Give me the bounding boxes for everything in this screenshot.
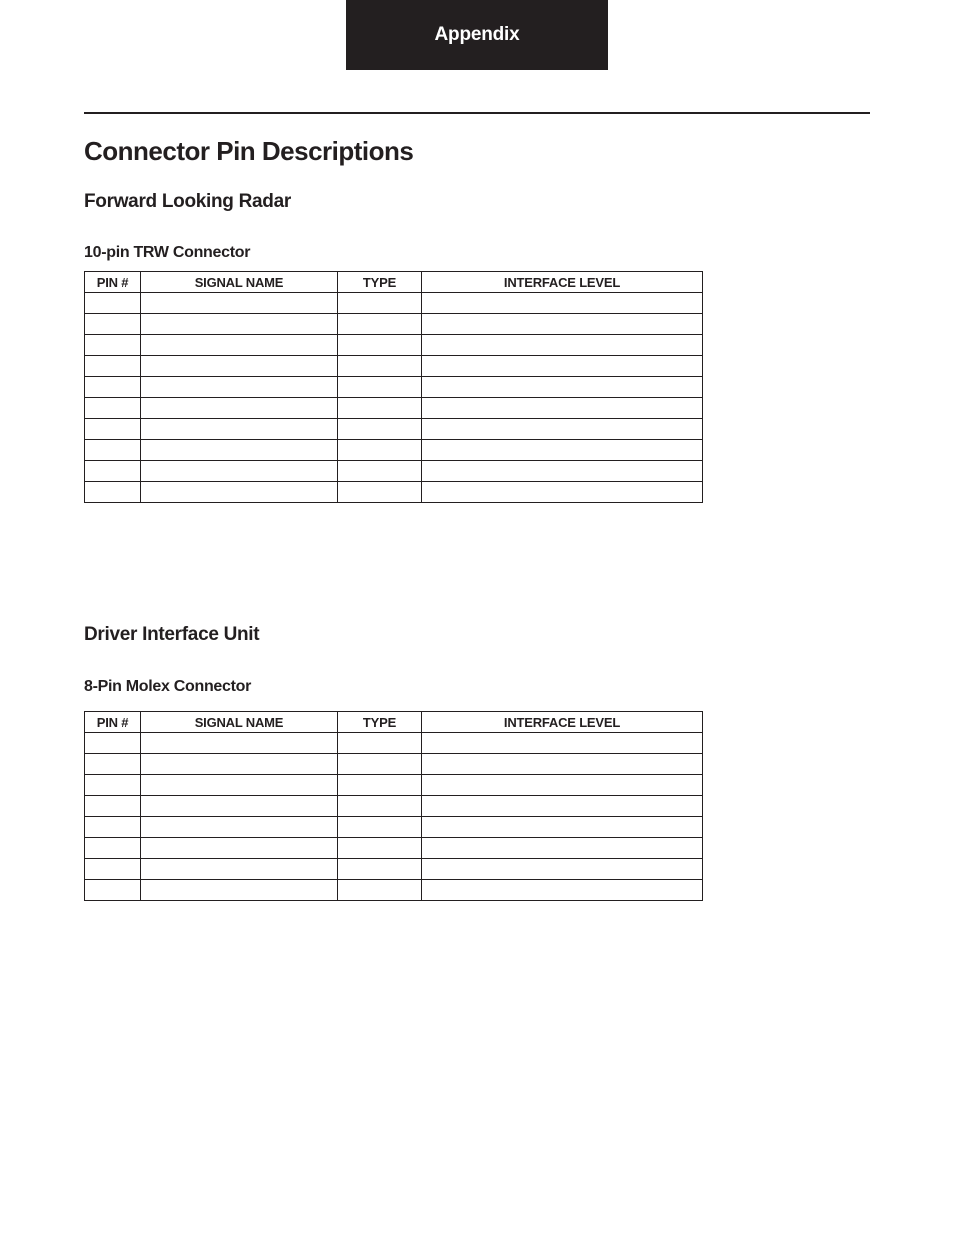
cell-pin — [85, 314, 141, 335]
cell-interface-level — [422, 775, 703, 796]
table-row — [85, 775, 703, 796]
table-row — [85, 733, 703, 754]
cell-pin — [85, 461, 141, 482]
cell-interface-level — [422, 461, 703, 482]
cell-signal-name — [141, 440, 338, 461]
cell-interface-level — [422, 419, 703, 440]
cell-pin — [85, 356, 141, 377]
cell-pin — [85, 754, 141, 775]
cell-pin — [85, 796, 141, 817]
table-row — [85, 356, 703, 377]
cell-interface-level — [422, 440, 703, 461]
section-title-driver-interface-unit: Driver Interface Unit — [84, 624, 260, 645]
table-row — [85, 838, 703, 859]
table-row — [85, 377, 703, 398]
column-header-interface-level: INTERFACE LEVEL — [422, 272, 703, 293]
column-header-pin: PIN # — [85, 272, 141, 293]
cell-type — [338, 440, 422, 461]
cell-interface-level — [422, 377, 703, 398]
table-row — [85, 817, 703, 838]
cell-type — [338, 733, 422, 754]
cell-type — [338, 817, 422, 838]
table-row — [85, 754, 703, 775]
appendix-tab-label: Appendix — [434, 24, 520, 45]
table-row — [85, 293, 703, 314]
cell-pin — [85, 482, 141, 503]
cell-signal-name — [141, 817, 338, 838]
cell-type — [338, 356, 422, 377]
cell-interface-level — [422, 314, 703, 335]
cell-pin — [85, 775, 141, 796]
table-row — [85, 461, 703, 482]
cell-type — [338, 482, 422, 503]
cell-interface-level — [422, 754, 703, 775]
column-header-type: TYPE — [338, 272, 422, 293]
cell-interface-level — [422, 859, 703, 880]
cell-signal-name — [141, 838, 338, 859]
table-row — [85, 314, 703, 335]
pin-table-molex-body — [85, 733, 703, 901]
cell-pin — [85, 419, 141, 440]
pin-table-molex — [84, 711, 703, 901]
page-title: Connector Pin Descriptions — [84, 136, 414, 166]
cell-signal-name — [141, 356, 338, 377]
cell-signal-name — [141, 775, 338, 796]
cell-pin — [85, 335, 141, 356]
cell-type — [338, 377, 422, 398]
cell-pin — [85, 859, 141, 880]
appendix-tab — [346, 0, 608, 70]
cell-type — [338, 796, 422, 817]
table-header-row — [85, 272, 703, 293]
cell-signal-name — [141, 796, 338, 817]
cell-interface-level — [422, 335, 703, 356]
cell-signal-name — [141, 377, 338, 398]
cell-interface-level — [422, 796, 703, 817]
cell-pin — [85, 817, 141, 838]
cell-signal-name — [141, 859, 338, 880]
cell-type — [338, 335, 422, 356]
cell-signal-name — [141, 754, 338, 775]
cell-type — [338, 461, 422, 482]
header-rule — [84, 112, 870, 114]
column-header-signal-name: SIGNAL NAME — [141, 712, 338, 733]
connector-title-molex: 8-Pin Molex Connector — [84, 678, 252, 695]
cell-pin — [85, 293, 141, 314]
cell-signal-name — [141, 419, 338, 440]
cell-interface-level — [422, 356, 703, 377]
cell-signal-name — [141, 482, 338, 503]
cell-type — [338, 775, 422, 796]
cell-type — [338, 293, 422, 314]
cell-interface-level — [422, 817, 703, 838]
cell-signal-name — [141, 461, 338, 482]
table-row — [85, 796, 703, 817]
cell-pin — [85, 398, 141, 419]
table-row — [85, 419, 703, 440]
column-header-pin: PIN # — [85, 712, 141, 733]
cell-pin — [85, 440, 141, 461]
connector-title-trw: 10-pin TRW Connector — [84, 244, 251, 261]
section-title-forward-looking-radar: Forward Looking Radar — [84, 191, 291, 212]
cell-signal-name — [141, 335, 338, 356]
table-row — [85, 440, 703, 461]
cell-pin — [85, 377, 141, 398]
table-header-row — [85, 712, 703, 733]
cell-type — [338, 859, 422, 880]
cell-signal-name — [141, 733, 338, 754]
cell-signal-name — [141, 314, 338, 335]
cell-type — [338, 419, 422, 440]
cell-interface-level — [422, 880, 703, 901]
cell-interface-level — [422, 838, 703, 859]
table-row — [85, 482, 703, 503]
table-row — [85, 880, 703, 901]
cell-pin — [85, 838, 141, 859]
cell-type — [338, 314, 422, 335]
pin-table-trw-body — [85, 293, 703, 503]
table-row — [85, 859, 703, 880]
cell-type — [338, 880, 422, 901]
cell-signal-name — [141, 398, 338, 419]
cell-signal-name — [141, 293, 338, 314]
cell-pin — [85, 880, 141, 901]
cell-interface-level — [422, 733, 703, 754]
cell-signal-name — [141, 880, 338, 901]
table-row — [85, 398, 703, 419]
pin-table-trw — [84, 271, 703, 503]
cell-interface-level — [422, 398, 703, 419]
cell-interface-level — [422, 482, 703, 503]
cell-interface-level — [422, 293, 703, 314]
cell-type — [338, 838, 422, 859]
cell-type — [338, 398, 422, 419]
cell-type — [338, 754, 422, 775]
column-header-signal-name: SIGNAL NAME — [141, 272, 338, 293]
column-header-interface-level: INTERFACE LEVEL — [422, 712, 703, 733]
column-header-type: TYPE — [338, 712, 422, 733]
cell-pin — [85, 733, 141, 754]
table-row — [85, 335, 703, 356]
